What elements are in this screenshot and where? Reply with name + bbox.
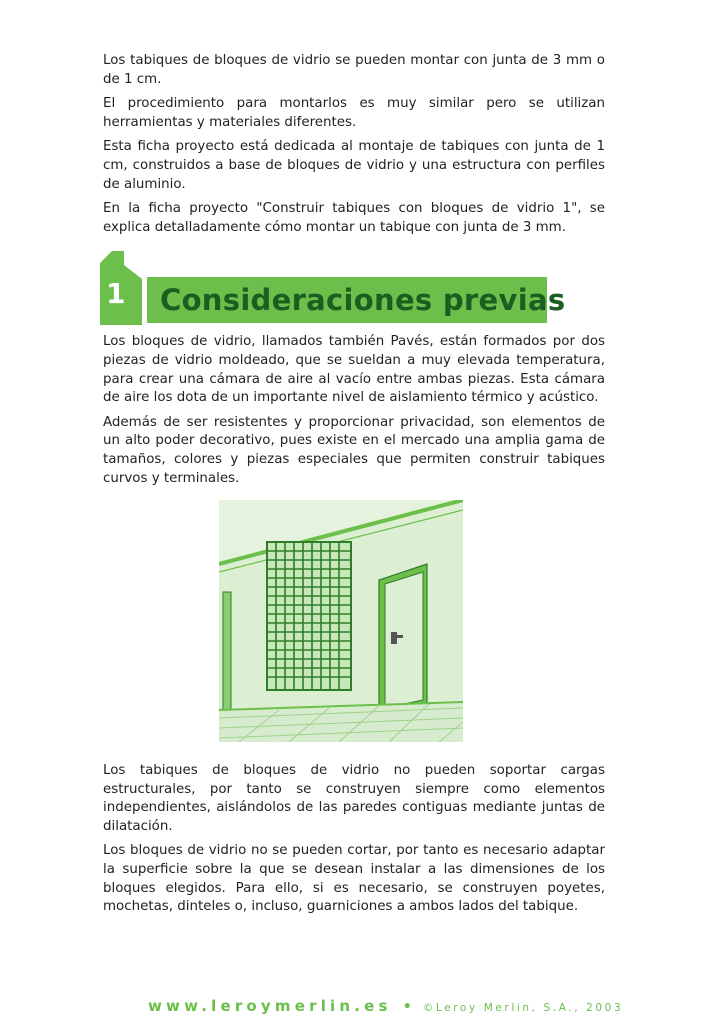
footer-separator: • xyxy=(402,999,412,1015)
page-content xyxy=(103,52,605,923)
section-heading xyxy=(100,251,605,325)
page-footer xyxy=(148,996,624,1015)
intro-paragraph-2: El procedimiento para montarlos es muy similar pero se utilizan herramientas y materiales diferentes. xyxy=(103,96,605,130)
section-title: Consideraciones previas xyxy=(160,283,566,318)
footer-copyright: ©Leroy Merlin, S.A., 2003 xyxy=(422,1002,624,1014)
body-paragraph-1: Los bloques de vidrio, llamados también Pavés, están formados por dos piezas de vidrio moldeado, que se sueldan a muy elevada temperatura, para crear una cámara de aire al vacío entre ambas piezas. Esta cámara de aire los dota de un importante nivel de aislamiento térmico y acústico. xyxy=(103,334,605,406)
footer-url-link[interactable]: www.leroymerlin.es xyxy=(148,997,392,1015)
glass-block-grid xyxy=(267,542,351,690)
intro-paragraph-1: Los tabiques de bloques de vidrio se pueden montar con junta de 3 mm o de 1 cm. xyxy=(103,53,605,87)
intro-paragraph-3: Esta ficha proyecto está dedicada al montaje de tabiques con junta de 1 cm, construidos a base de bloques de vidrio y una estructura con perfiles de aluminio. xyxy=(103,139,605,192)
body-paragraph-3: Los tabiques de bloques de vidrio no pueden soportar cargas estructurales, por tanto se construyen siempre como elementos independientes, aislándolos de las paredes contiguas mediante juntas de dilatación. xyxy=(103,763,605,834)
glass-block-wall-illustration xyxy=(219,500,463,742)
body-paragraph-2: Además de ser resistentes y proporcionar privacidad, son elementos de un alto poder decorativo, pues existe en el mercado una amplia gama de tamaños, colores y piezas especiales que permiten construir tabiques curvos y terminales. xyxy=(103,414,605,486)
body-paragraph-4: Los bloques de vidrio no se pueden cortar, por tanto es necesario adaptar la superficie sobre la que se desean instalar a las dimensiones de los bloques elegidos. Para ello, si es necesario, se construyen poyetes, mochetas, dinteles o, incluso, guarniciones a ambos lados del tabique. xyxy=(103,843,605,915)
section-number: 1 xyxy=(106,277,126,311)
intro-paragraph-4: En la ficha proyecto "Construir tabiques con bloques de vidrio 1", se explica detalladamente cómo montar un tabique con junta de 3 mm. xyxy=(103,201,605,235)
door xyxy=(379,564,427,714)
